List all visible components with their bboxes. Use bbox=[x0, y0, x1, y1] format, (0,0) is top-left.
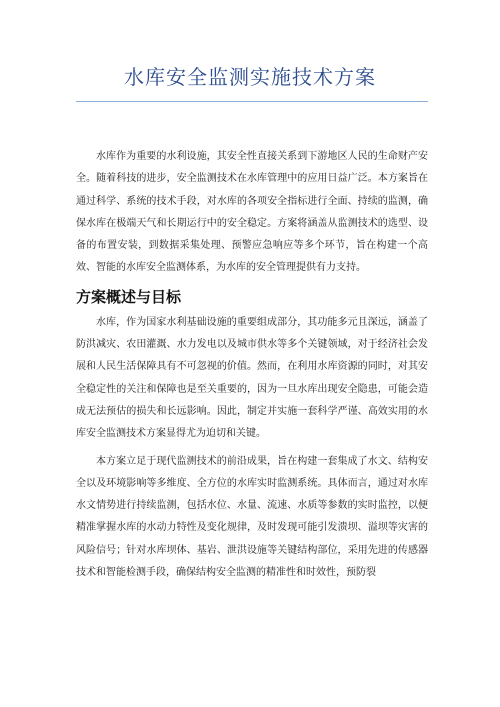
intro-paragraph: 水库作为重要的水利设施，其安全性直接关系到下游地区人民的生命财产安全。随着科技的进步，安全监测技术在水库管理中的应用日益广泛。本方案旨在通过科学、系统的技术手段，对水库的各项安全指标进行全面、持续的监测，确保水库在极端天气和长期运行中的安全稳定。方案将涵盖从监测技术的选型、设备的布置安装，到数据采集处理、预警应急响应等多个环节，旨在构建一个高效、智能的水库安全监测体系，为水库的安全管理提供有力支持。 bbox=[76, 151, 428, 274]
body-paragraph-2: 本方案立足于现代监测技术的前沿成果，旨在构建一套集成了水文、结构安全以及环境影响等多维度、全方位的水库实时监测系统。具体而言，通过对水库水文情势进行持续监测，包括水位、水量、流速、水质等参数的实时监控，以便精准掌握水库的水动力特性及变化规律，及时发现可能引发溃坝、溢坝等灾害的风险信号；针对水库坝体、基岩、泄洪设施等关键结构部位，采用先进的传感器技术和智能检测手段，确保结构安全监测的精准性和时效性，预防裂 bbox=[76, 455, 428, 579]
section-heading-overview: 方案概述与目标 bbox=[76, 287, 182, 306]
title-divider bbox=[76, 101, 428, 102]
body-paragraph-1: 水库，作为国家水利基础设施的重要组成部分，其功能多元且深远，涵盖了防洪减灾、农田灌溉、水力发电以及城市供水等多个关键领域，对于经济社会发展和人民生活保障具有不可忽视的价值。然而，在利用水库资源的同时，对其安全稳定性的关注和保障也是至关重要的，因为一旦水库出现安全隐患，可能会造成无法预估的损失和长远影响。因此，制定并实施一套科学严谨、高效实用的水库安全监测技术方案显得尤为迫切和关键。 bbox=[76, 316, 428, 440]
document-title: 水库安全监测实施技术方案 bbox=[124, 65, 376, 89]
